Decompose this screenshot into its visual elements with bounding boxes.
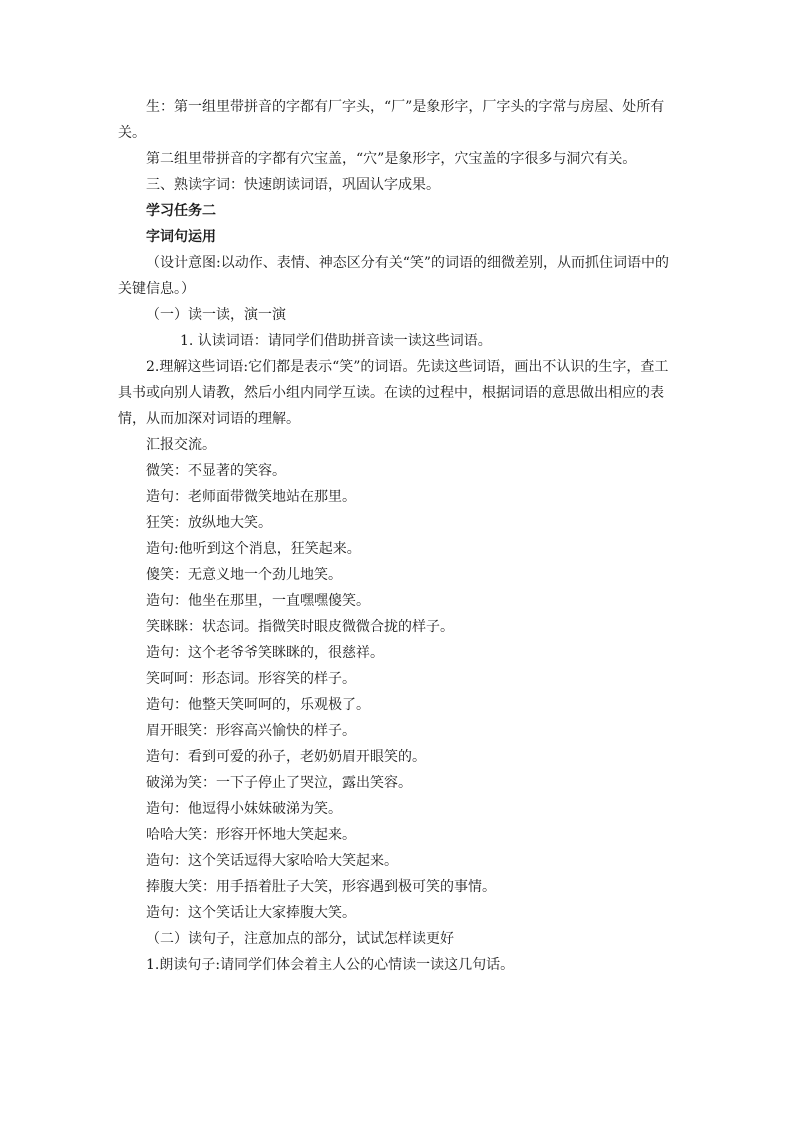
section-heading: 学习任务二 xyxy=(146,203,216,219)
step-1: 1. 认读词语：请同学们借助拼音读一读这些词语。 xyxy=(180,333,492,349)
definition-line: 眉开眼笑：形容高兴愉快的样子。 xyxy=(146,723,356,739)
step-2: 2.理解这些词语:它们都是表示“笑”的词语。先读这些词语，画出不认识的生字，查工具书或向别人请教，然后小组内同学互读。在读的过程中，根据词语的意思做出相应的表情，从而加深对词语的理解。 xyxy=(118,359,669,427)
paragraph-2: 第二组里带拼音的字都有穴宝盖，“穴”是象形字，穴宝盖的字很多与洞穴有关。 xyxy=(146,151,637,167)
definition-line: 笑眯眯：状态词。指微笑时眼皮微微合拢的样子。 xyxy=(146,619,454,635)
example-line: 造句：老师面带微笑地站在那里。 xyxy=(146,489,356,505)
definition-line: 破涕为笑：一下子停止了哭泣，露出笑容。 xyxy=(146,775,412,791)
example-line: 造句：他坐在那里，一直嘿嘿傻笑。 xyxy=(146,593,370,609)
example-line: 造句：这个笑话让大家捧腹大笑。 xyxy=(146,905,356,921)
paragraph-3: 三、熟读字词：快速朗读词语，巩固认字成果。 xyxy=(146,177,440,193)
example-line: 造句：他逗得小妹妹破涕为笑。 xyxy=(146,801,342,817)
paragraph-1: 生：第一组里带拼音的字都有厂字头，“厂”是象形字，厂字头的字常与房屋、处所有关。 xyxy=(118,99,665,141)
part-one-heading: （一）读一读，演一演 xyxy=(146,307,286,323)
report-line: 汇报交流。 xyxy=(146,437,216,453)
example-line: 造句：看到可爱的孙子，老奶奶眉开眼笑的。 xyxy=(146,749,426,765)
design-intent-paragraph: （设计意图:以动作、表情、神态区分有关“笑”的词语的细微差别，从而抓住词语中的关键信息。） xyxy=(118,255,670,297)
subsection-heading: 字词句运用 xyxy=(146,229,216,245)
part-two-heading: （二）读句子，注意加点的部分，试试怎样读更好 xyxy=(146,931,454,947)
example-line: 造句：他整天笑呵呵的，乐观极了。 xyxy=(146,697,370,713)
definition-line: 捧腹大笑：用手捂着肚子大笑，形容遇到极可笑的事情。 xyxy=(146,879,496,895)
definition-line: 傻笑：无意义地一个劲儿地笑。 xyxy=(146,567,342,583)
example-line: 造句:他听到这个消息，狂笑起来。 xyxy=(146,541,361,557)
definition-line: 笑呵呵：形态词。形容笑的样子。 xyxy=(146,671,356,687)
example-line: 造句：这个老爷爷笑眯眯的，很慈祥。 xyxy=(146,645,384,661)
definition-line: 狂笑：放纵地大笑。 xyxy=(146,515,272,531)
reading-step-1: 1.朗读句子:请同学们体会着主人公的心情读一读这几句话。 xyxy=(146,957,515,973)
definition-line: 微笑：不显著的笑容。 xyxy=(146,463,286,479)
document-page xyxy=(118,94,678,978)
definition-line: 哈哈大笑：形容开怀地大笑起来。 xyxy=(146,827,356,843)
example-line: 造句：这个笑话逗得大家哈哈大笑起来。 xyxy=(146,853,398,869)
